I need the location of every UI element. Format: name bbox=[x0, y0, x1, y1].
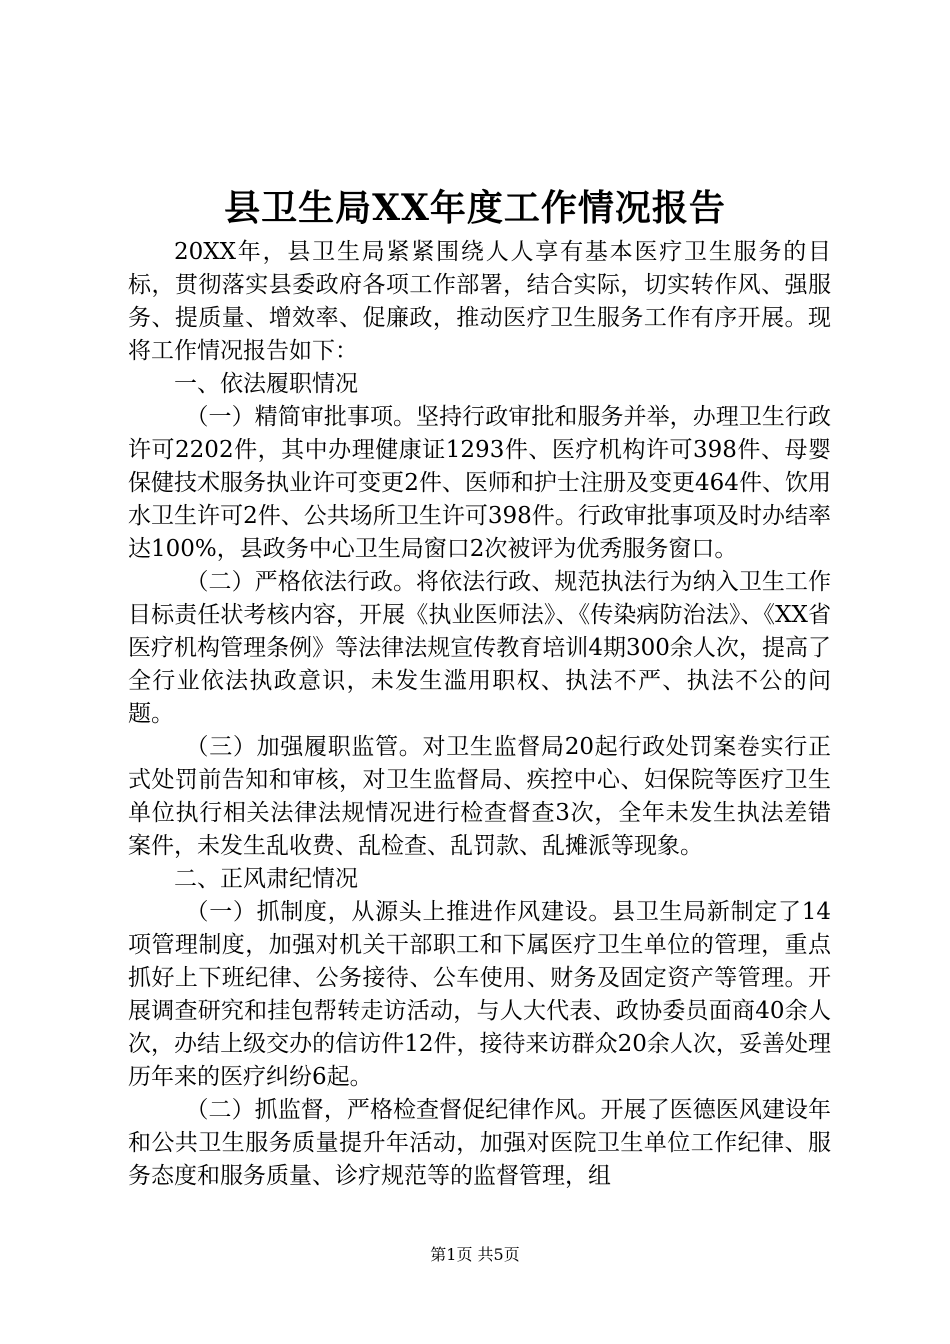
paragraph-2-1: （一）抓制度，从源头上推进作风建设。县卫生局新制定了14项管理制度，加强对机关干部职工和下属医疗卫生单位的管理，重点抓好上下班纪律、公务接待、公车使用、财务及固定资产等管理。开展调查研究和挂包帮转走访活动，与人大代表、政协委员面商40余人次，办结上级交办的信访件12件，接待来访群众20余人次，妥善处理历年来的医疗纠纷6起。 bbox=[128, 899, 831, 1090]
document-body bbox=[128, 236, 831, 1193]
page-footer: 第1页 共5页 bbox=[430, 1245, 520, 1264]
section-heading-2: 二、正风肃纪情况 bbox=[174, 866, 358, 892]
paragraph-1-3: （三）加强履职监管。对卫生监督局20起行政处罚案卷实行正式处罚前告知和审核，对卫生监督局、疾控中心、妇保院等医疗卫生单位执行相关法律法规情况进行检查督查3次，全年未发生执法差错案件，未发生乱收费、乱检查、乱罚款、乱摊派等现象。 bbox=[128, 734, 831, 859]
paragraph-1-1: （一）精简审批事项。坚持行政审批和服务并举，办理卫生行政许可2202件，其中办理健康证1293件、医疗机构许可398件、母婴保健技术服务执业许可变更2件、医师和护士注册及变更464件、饮用水卫生许可2件、公共场所卫生许可398件。行政审批事项及时办结率达100%，县政务中心卫生局窗口2次被评为优秀服务窗口。 bbox=[128, 404, 831, 562]
document-title: 县卫生局XX年度工作情况报告 bbox=[224, 187, 726, 229]
paragraph-intro: 20XX年，县卫生局紧紧围绕人人享有基本医疗卫生服务的目标，贯彻落实县委政府各项工作部署，结合实际，切实转作风、强服务、提质量、增效率、促廉政，推动医疗卫生服务工作有序开展。现将工作情况报告如下： bbox=[128, 239, 831, 364]
paragraph-1-2: （二）严格依法行政。将依法行政、规范执法行为纳入卫生工作目标责任状考核内容，开展《执业医师法》、《传染病防治法》、《XX省医疗机构管理条例》等法律法规宣传教育培训4期300余人次，提高了全行业依法执政意识，未发生滥用职权、执法不严、执法不公的问题。 bbox=[128, 569, 831, 727]
section-heading-1: 一、依法履职情况 bbox=[174, 371, 358, 397]
paragraph-2-2: （二）抓监督，严格检查督促纪律作风。开展了医德医风建设年和公共卫生服务质量提升年活动，加强对医院卫生单位工作纪律、服务态度和服务质量、诊疗规范等的监督管理，组 bbox=[128, 1097, 831, 1189]
